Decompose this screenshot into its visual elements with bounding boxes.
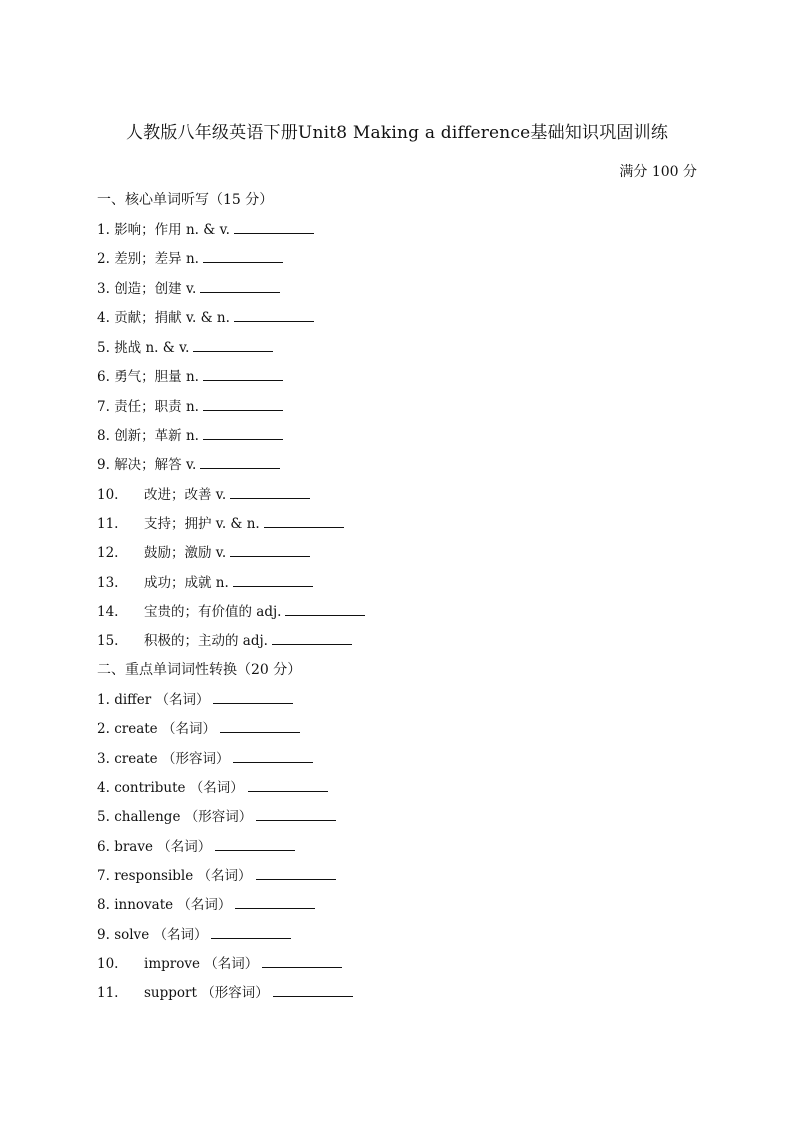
list-item <box>97 454 280 474</box>
answer-blank[interactable] <box>256 865 336 880</box>
answer-blank[interactable] <box>233 748 313 763</box>
document-title: 人教版八年级英语下册Unit8 Making a difference基础知识巩固训练 <box>125 123 669 143</box>
list-item <box>97 572 313 592</box>
list-item <box>97 718 300 738</box>
list-item <box>97 894 315 914</box>
item-number: 15. <box>97 633 119 649</box>
answer-blank[interactable] <box>273 982 353 997</box>
item-prompt: 差别；差异 n. <box>114 251 199 267</box>
item-prompt: 成功；成就 n. <box>144 575 229 591</box>
item-number: 6. <box>97 369 110 385</box>
item-number: 3. <box>97 281 110 297</box>
answer-blank[interactable] <box>264 513 344 528</box>
list-item <box>97 689 293 709</box>
item-number: 5. <box>97 809 110 825</box>
total-score: 满分 100 分 <box>619 164 697 180</box>
item-number: 4. <box>97 310 110 326</box>
list-item <box>97 953 342 973</box>
section-1-heading: 一、核心单词听写（15 分） <box>97 192 274 208</box>
item-number: 11. <box>97 516 119 532</box>
list-item <box>97 484 310 504</box>
item-prompt: 改进；改善 v. <box>144 487 227 503</box>
answer-blank[interactable] <box>213 689 293 704</box>
item-number: 6. <box>97 839 110 855</box>
answer-blank[interactable] <box>215 836 295 851</box>
answer-blank[interactable] <box>285 601 365 616</box>
item-prompt: 宝贵的；有价值的 adj. <box>144 604 282 620</box>
item-number: 12. <box>97 545 119 561</box>
item-prompt: differ （名词） <box>114 692 210 708</box>
item-number: 7. <box>97 399 110 415</box>
answer-blank[interactable] <box>203 366 283 381</box>
item-number: 10. <box>97 487 119 503</box>
item-prompt: challenge （形容词） <box>114 809 253 825</box>
item-number: 1. <box>97 222 110 238</box>
list-item <box>97 924 291 944</box>
item-prompt: 鼓励；激励 v. <box>144 545 227 561</box>
item-prompt: create （名词） <box>114 721 216 737</box>
answer-blank[interactable] <box>200 278 280 293</box>
item-prompt: 创新；革新 n. <box>114 428 199 444</box>
list-item <box>97 396 283 416</box>
item-prompt: 支持；拥护 v. & n. <box>144 516 260 532</box>
item-prompt: support （形容词） <box>144 985 269 1001</box>
answer-blank[interactable] <box>211 924 291 939</box>
answer-blank[interactable] <box>203 425 283 440</box>
list-item <box>97 630 352 650</box>
item-prompt: 创造；创建 v. <box>114 281 197 297</box>
answer-blank[interactable] <box>220 718 300 733</box>
answer-blank[interactable] <box>200 454 280 469</box>
item-prompt: 勇气；胆量 n. <box>114 369 199 385</box>
answer-blank[interactable] <box>262 953 342 968</box>
item-number: 1. <box>97 692 110 708</box>
answer-blank[interactable] <box>256 806 336 821</box>
answer-blank[interactable] <box>248 777 328 792</box>
item-number: 8. <box>97 428 110 444</box>
item-prompt: contribute （名词） <box>114 780 244 796</box>
item-number: 10. <box>97 956 119 972</box>
item-number: 13. <box>97 575 119 591</box>
item-prompt: 影响；作用 n. & v. <box>114 222 230 238</box>
list-item <box>97 748 313 768</box>
list-item <box>97 513 344 533</box>
item-prompt: 挑战 n. & v. <box>114 340 190 356</box>
item-number: 2. <box>97 721 110 737</box>
list-item <box>97 366 283 386</box>
item-number: 8. <box>97 897 110 913</box>
item-number: 3. <box>97 751 110 767</box>
item-prompt: responsible （名词） <box>114 868 252 884</box>
item-prompt: innovate （名词） <box>114 897 232 913</box>
answer-blank[interactable] <box>230 542 310 557</box>
answer-blank[interactable] <box>203 396 283 411</box>
list-item <box>97 806 336 826</box>
item-prompt: brave （名词） <box>114 839 212 855</box>
answer-blank[interactable] <box>193 337 273 352</box>
item-prompt: solve （名词） <box>114 927 208 943</box>
item-number: 14. <box>97 604 119 620</box>
list-item <box>97 777 328 797</box>
list-item <box>97 278 280 298</box>
item-prompt: create （形容词） <box>114 751 230 767</box>
list-item <box>97 219 314 239</box>
list-item <box>97 248 283 268</box>
item-prompt: 解决；解答 v. <box>114 457 197 473</box>
list-item <box>97 865 336 885</box>
item-number: 7. <box>97 868 110 884</box>
list-item <box>97 601 365 621</box>
answer-blank[interactable] <box>233 572 313 587</box>
answer-blank[interactable] <box>234 307 314 322</box>
item-number: 9. <box>97 457 110 473</box>
list-item <box>97 337 273 357</box>
item-prompt: 积极的；主动的 adj. <box>144 633 268 649</box>
item-number: 2. <box>97 251 110 267</box>
item-number: 11. <box>97 985 119 1001</box>
section-2-heading: 二、重点单词词性转换（20 分） <box>97 662 302 678</box>
answer-blank[interactable] <box>234 219 314 234</box>
list-item <box>97 307 314 327</box>
item-number: 5. <box>97 340 110 356</box>
item-prompt: improve （名词） <box>144 956 259 972</box>
answer-blank[interactable] <box>203 248 283 263</box>
list-item <box>97 982 353 1002</box>
list-item <box>97 836 295 856</box>
item-number: 4. <box>97 780 110 796</box>
item-prompt: 责任；职责 n. <box>114 399 199 415</box>
answer-blank[interactable] <box>230 484 310 499</box>
answer-blank[interactable] <box>272 630 352 645</box>
list-item <box>97 542 310 562</box>
item-number: 9. <box>97 927 110 943</box>
list-item <box>97 425 283 445</box>
item-prompt: 贡献；捐献 v. & n. <box>114 310 230 326</box>
answer-blank[interactable] <box>235 894 315 909</box>
